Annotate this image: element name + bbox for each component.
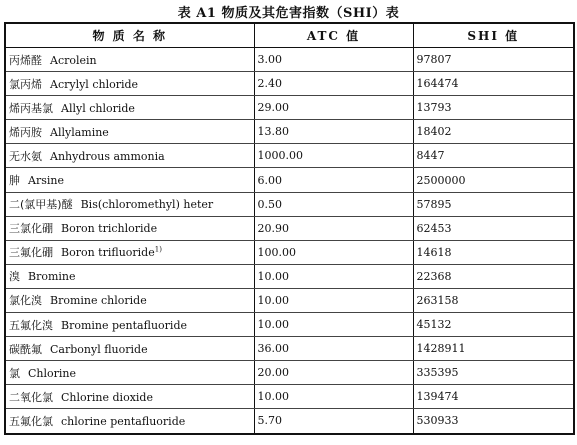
atc-value-cell: 3.00 — [254, 48, 413, 72]
atc-value-cell: 20.00 — [254, 361, 413, 385]
substance-cell — [5, 288, 254, 312]
atc-value-cell: 36.00 — [254, 337, 413, 361]
table-row — [5, 192, 574, 216]
substance-chinese-name: 丙烯醛 — [9, 53, 42, 67]
shi-table — [4, 22, 575, 435]
shi-value-cell: 2500000 — [413, 168, 574, 192]
table-row — [5, 216, 574, 240]
substance-chinese-name: 氯丙烯 — [9, 77, 42, 91]
shi-value-cell: 97807 — [413, 48, 574, 72]
substance-chinese-name: 二(氯甲基)醚 — [9, 198, 73, 212]
table-row — [5, 264, 574, 288]
table-row — [5, 313, 574, 337]
substance-cell — [5, 48, 254, 72]
substance-cell — [5, 216, 254, 240]
atc-value-cell: 10.00 — [254, 385, 413, 409]
atc-value-cell: 0.50 — [254, 192, 413, 216]
substance-chinese-name: 三氯化硼 — [9, 222, 53, 236]
shi-value-cell: 13793 — [413, 96, 574, 120]
shi-value-cell: 57895 — [413, 192, 574, 216]
table-body — [5, 48, 574, 434]
atc-value-cell: 5.70 — [254, 409, 413, 434]
table-header-row — [5, 23, 574, 48]
table-row — [5, 72, 574, 96]
substance-chinese-name: 五氟化氯 — [9, 414, 53, 428]
substance-cell — [5, 409, 254, 434]
substance-english-name: Boron trichloride — [61, 222, 158, 236]
substance-english-name: Chlorine dioxide — [61, 390, 153, 404]
substance-english-name: Allyl chloride — [61, 101, 135, 115]
shi-value-cell: 530933 — [416, 414, 459, 428]
substance-chinese-name: 溴 — [9, 270, 20, 284]
substance-cell — [5, 385, 254, 409]
table-row — [5, 240, 574, 264]
substance-cell — [5, 361, 254, 385]
substance-cell — [5, 120, 254, 144]
table-row — [5, 144, 574, 168]
header-substance: 物 质 名 称 — [5, 23, 254, 48]
substance-english-name: Bromine chloride — [50, 294, 147, 308]
substance-english-name: Boron trifluoride — [61, 246, 155, 260]
shi-value-cell: 8447 — [413, 144, 574, 168]
atc-value-cell: 100.00 — [254, 240, 413, 264]
substance-chinese-name: 无水氨 — [9, 149, 42, 163]
substance-chinese-name: 氯 — [9, 366, 20, 380]
atc-value-cell: 10.00 — [254, 264, 413, 288]
substance-english-name: Bromine — [28, 270, 76, 284]
substance-english-name: Anhydrous ammonia — [50, 149, 165, 163]
substance-cell — [5, 337, 254, 361]
substance-english-name: Arsine — [28, 174, 64, 188]
atc-value-cell: 13.80 — [254, 120, 413, 144]
substance-cell — [5, 192, 254, 216]
substance-english-name: Acrylyl chloride — [50, 77, 139, 91]
substance-chinese-name: 氯化溴 — [9, 294, 42, 308]
shi-value-cell: 14618 — [413, 240, 574, 264]
substance-cell — [5, 72, 254, 96]
substance-cell — [5, 96, 254, 120]
atc-value-cell: 20.90 — [254, 216, 413, 240]
table-row — [5, 288, 574, 312]
table-row — [5, 385, 574, 409]
table-row — [5, 48, 574, 72]
atc-value-cell: 2.40 — [254, 72, 413, 96]
substance-english-name: Bis(chloromethyl) heter — [80, 198, 214, 212]
atc-value-cell: 6.00 — [254, 168, 413, 192]
table-caption: 表 A1 物质及其危害指数（SHI）表 — [177, 6, 400, 21]
substance-english-name: Chlorine — [28, 366, 77, 380]
table-row — [5, 361, 574, 385]
substance-english-name: Allylamine — [50, 125, 109, 139]
substance-chinese-name: 碳酰氟 — [9, 342, 42, 356]
substance-chinese-name: 五氟化溴 — [9, 318, 53, 332]
atc-value-cell: 10.00 — [254, 288, 413, 312]
table-row — [5, 120, 574, 144]
shi-value-cell: 1428911 — [413, 337, 574, 361]
shi-value-cell: 22368 — [413, 264, 574, 288]
atc-value-cell: 1000.00 — [254, 144, 413, 168]
atc-value-cell: 29.00 — [254, 96, 413, 120]
shi-value-cell: 139474 — [413, 385, 574, 409]
substance-cell — [5, 313, 254, 337]
shi-value-cell: 164474 — [413, 72, 574, 96]
table-row — [5, 168, 574, 192]
substance-chinese-name: 烯丙基氯 — [9, 101, 53, 115]
footnote-marker: 1) — [154, 245, 162, 254]
shi-value-cell: 263158 — [413, 288, 574, 312]
substance-chinese-name: 烯丙胺 — [9, 125, 42, 139]
substance-english-name: Acrolein — [50, 53, 97, 67]
substance-cell — [5, 168, 254, 192]
substance-english-name: Bromine pentafluoride — [61, 318, 187, 332]
substance-chinese-name: 三氟化硼 — [9, 246, 53, 260]
table-row — [5, 96, 574, 120]
shi-value-cell: 335395 — [413, 361, 574, 385]
table-row — [5, 409, 574, 434]
substance-cell — [5, 264, 254, 288]
header-atc: ATC 值 — [254, 23, 413, 48]
shi-value-cell: 45132 — [413, 313, 574, 337]
substance-english-name: Carbonyl fluoride — [50, 342, 148, 356]
substance-chinese-name: 二氧化氯 — [9, 390, 53, 404]
shi-value-cell: 18402 — [413, 120, 574, 144]
substance-cell — [5, 240, 254, 264]
substance-english-name: chlorine pentafluoride — [61, 414, 186, 428]
atc-value-cell: 10.00 — [254, 313, 413, 337]
header-shi: SHI 值 — [413, 23, 574, 48]
table-row — [5, 337, 574, 361]
shi-value-cell: 62453 — [413, 216, 574, 240]
substance-chinese-name: 胂 — [9, 174, 20, 188]
substance-cell — [5, 144, 254, 168]
